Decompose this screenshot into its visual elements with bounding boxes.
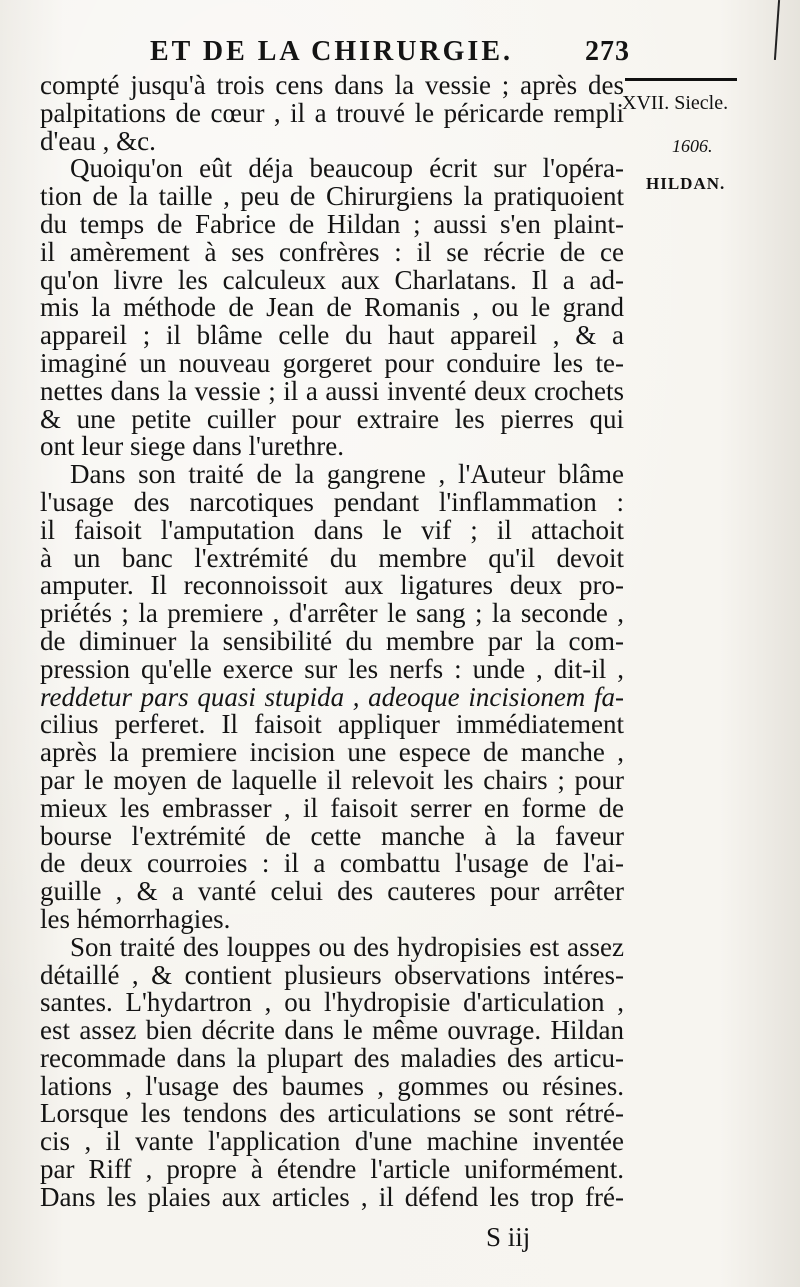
text-line: Dans son traité de la gangrene , l'Auteur blâme	[70, 459, 624, 490]
text-line: de diminuer la sensibilité du membre par la com-	[40, 625, 624, 656]
margin-rule	[625, 78, 737, 81]
text-line: Dans les plaies aux articles , il défend les trop fré-	[40, 1181, 624, 1212]
text-line: santes. L'hydartron , ou l'hydropisie d'articulation ,	[40, 987, 624, 1018]
text-line: Lorsque les tendons des articulations se sont rétré-	[40, 1098, 624, 1129]
text-line: & une petite cuiller pour extraire les pierres qui	[40, 403, 624, 434]
text-line: imaginé un nouveau gorgeret pour conduire les te-	[40, 347, 624, 378]
text-line: est assez bien décrite dans le même ouvrage. Hildan	[40, 1015, 624, 1046]
text-line: les hémorrhagies.	[40, 903, 231, 934]
text-line: cis , il vante l'application d'une machine inventée	[40, 1126, 624, 1157]
text-line: l'usage des narcotiques pendant l'inflammation :	[40, 486, 624, 517]
text-line: pression qu'elle exerce sur les nerfs : unde , dit-il ,	[40, 653, 624, 684]
text-line: de deux courroies : il a combattu l'usage de l'ai-	[40, 848, 624, 879]
page-edge-mark	[774, 0, 780, 60]
text-line: mis la méthode de Jean de Romanis , ou le grand	[40, 292, 624, 323]
text-line: guille , & a vanté celui des cauteres pour arrêter	[40, 876, 624, 907]
margin-century: XVII. Siecle.	[622, 92, 729, 114]
body-text	[40, 72, 624, 1212]
text-line: lations , l'usage des baumes , gommes ou résines.	[40, 1070, 624, 1101]
latin-quote: reddetur pars quasi stupida , adeoque incisionem fa-	[40, 681, 624, 712]
text-line: compté jusqu'à trois cens dans la vessie ; après des	[40, 70, 624, 100]
text-line: d'eau , &c.	[40, 125, 156, 156]
text-line: Quoiqu'on eût déja beaucoup écrit sur l'opéra-	[70, 153, 624, 184]
text-line: à un banc l'extrémité du membre qu'il devoit	[40, 542, 624, 573]
text-line: priétés ; la premiere , d'arrêter le sang ; la seconde ,	[40, 598, 624, 629]
text-line: recommade dans la plupart des maladies des articu-	[40, 1042, 624, 1073]
text-line: Son traité des louppes ou des hydropisies est assez	[70, 931, 624, 962]
margin-author: HILDAN.	[646, 174, 726, 193]
text-line: qu'on livre les calculeux aux Charlatans. Il a ad-	[40, 264, 624, 295]
text-line: palpitations de cœur , il a trouvé le péricarde rempli	[40, 97, 624, 128]
text-line: amputer. Il reconnoissoit aux ligatures deux pro-	[40, 570, 624, 601]
text-line: après la premiere incision une espece de manche ,	[40, 737, 624, 768]
text-line: détaillé , & contient plusieurs observations intéres-	[40, 959, 624, 990]
text-line: du temps de Fabrice de Hildan ; aussi s'en plaint-	[40, 208, 624, 239]
running-title: ET DE LA CHIRURGIE.	[150, 36, 514, 67]
text-line: nettes dans la vessie ; il a aussi inventé deux crochets	[40, 375, 624, 406]
text-line: bourse l'extrémité de cette manche à la faveur	[40, 820, 624, 851]
text-line	[40, 681, 624, 712]
page-number: 273	[585, 36, 630, 67]
text-line: mieux les embrasser , il faisoit serrer en forme de	[40, 792, 624, 823]
text-line: il faisoit l'amputation dans le vif ; il attachoit	[40, 514, 624, 545]
text-line: cilius perferet. Il faisoit appliquer immédiatement	[40, 709, 624, 740]
text-line: il amèrement à ses confrères : il se récrie de ce	[40, 236, 624, 267]
text-line: ont leur siege dans l'urethre.	[40, 431, 345, 462]
text-line: par Riff , propre à étendre l'article uniformément.	[40, 1154, 624, 1185]
signature-mark: S iij	[486, 1222, 531, 1252]
page-header	[150, 36, 630, 72]
text-line: tion de la taille , peu de Chirurgiens la pratiquoient	[40, 181, 624, 212]
text-line: par le moyen de laquelle il relevoit les chairs ; pour	[40, 764, 624, 795]
text-line: appareil ; il blâme celle du haut appareil , & a	[40, 320, 624, 351]
margin-year: 1606.	[672, 136, 713, 156]
